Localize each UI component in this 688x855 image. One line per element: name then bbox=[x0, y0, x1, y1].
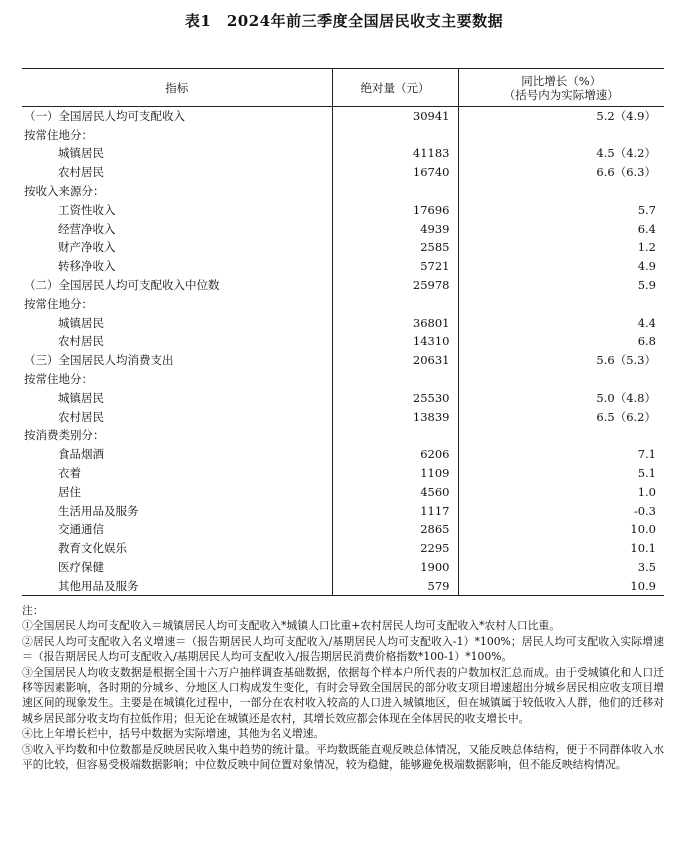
notes-section bbox=[22, 603, 664, 772]
row-indicator: 城镇居民 bbox=[22, 388, 332, 407]
row-indicator: 财产净收入 bbox=[22, 238, 332, 257]
row-absolute-value: 2585 bbox=[332, 238, 458, 257]
table-row bbox=[22, 200, 664, 219]
row-absolute-value: 17696 bbox=[332, 200, 458, 219]
row-growth-rate: 4.9 bbox=[637, 259, 656, 274]
row-indicator: 按消费类别分： bbox=[22, 426, 332, 445]
row-growth-rate: 5.9 bbox=[637, 278, 656, 293]
table-row bbox=[22, 182, 664, 201]
row-indicator: 城镇居民 bbox=[22, 144, 332, 163]
row-indicator: 生活用品及服务 bbox=[22, 501, 332, 520]
row-growth-rate: 3.5 bbox=[637, 560, 656, 575]
row-growth-rate bbox=[458, 294, 664, 313]
table-row bbox=[22, 144, 664, 163]
row-indicator: 其他用品及服务 bbox=[22, 576, 332, 595]
row-growth-rate: 5.1 bbox=[637, 466, 656, 481]
row-absolute-value: 25978 bbox=[332, 276, 458, 295]
table-row bbox=[22, 332, 664, 351]
row-growth-rate: 6.4 bbox=[637, 221, 656, 236]
table-row bbox=[22, 107, 664, 126]
income-expenditure-table bbox=[22, 68, 664, 596]
row-absolute-value: 2295 bbox=[332, 539, 458, 558]
row-indicator: （三）全国居民人均消费支出 bbox=[22, 351, 332, 370]
row-indicator: 居住 bbox=[22, 482, 332, 501]
table-header-row bbox=[22, 69, 664, 107]
table-row bbox=[22, 294, 664, 313]
row-absolute-value bbox=[332, 426, 458, 445]
table-row bbox=[22, 520, 664, 539]
row-indicator: 按常住地分： bbox=[22, 370, 332, 389]
row-indicator: 转移净收入 bbox=[22, 257, 332, 276]
notes-label: 注： bbox=[22, 604, 44, 617]
row-absolute-value: 6206 bbox=[332, 445, 458, 464]
row-absolute-value: 2865 bbox=[332, 520, 458, 539]
row-indicator: 交通通信 bbox=[22, 520, 332, 539]
row-absolute-value bbox=[332, 294, 458, 313]
table-row bbox=[22, 464, 664, 483]
row-indicator: 农村居民 bbox=[22, 163, 332, 182]
row-indicator: 医疗保健 bbox=[22, 558, 332, 577]
row-growth-rate: 6.6（6.3） bbox=[596, 165, 656, 180]
row-indicator: 工资性收入 bbox=[22, 200, 332, 219]
table-row bbox=[22, 276, 664, 295]
row-absolute-value: 4560 bbox=[332, 482, 458, 501]
row-growth-rate: 10.0 bbox=[630, 522, 656, 537]
row-indicator: （一）全国居民人均可支配收入 bbox=[22, 107, 332, 126]
row-absolute-value: 36801 bbox=[332, 313, 458, 332]
table-row bbox=[22, 257, 664, 276]
row-growth-rate: 1.2 bbox=[637, 240, 656, 255]
row-growth-rate: 4.5（4.2） bbox=[596, 146, 656, 161]
table-row bbox=[22, 219, 664, 238]
table-row bbox=[22, 238, 664, 257]
table-row bbox=[22, 426, 664, 445]
row-growth-rate: 5.6（5.3） bbox=[596, 353, 656, 368]
row-growth-rate: 5.0（4.8） bbox=[596, 390, 656, 405]
table-row bbox=[22, 558, 664, 577]
row-indicator: 城镇居民 bbox=[22, 313, 332, 332]
table-row bbox=[22, 539, 664, 558]
row-absolute-value: 14310 bbox=[332, 332, 458, 351]
row-absolute-value: 13839 bbox=[332, 407, 458, 426]
row-growth-rate: 6.5（6.2） bbox=[596, 409, 656, 424]
table-row bbox=[22, 351, 664, 370]
row-growth-rate: 5.2（4.9） bbox=[596, 109, 656, 124]
row-growth-rate bbox=[458, 426, 664, 445]
row-indicator: 食品烟酒 bbox=[22, 445, 332, 464]
row-absolute-value: 20631 bbox=[332, 351, 458, 370]
row-indicator: 衣着 bbox=[22, 464, 332, 483]
row-growth-rate bbox=[458, 370, 664, 389]
row-absolute-value: 30941 bbox=[332, 107, 458, 126]
note-item: ②居民人均可支配收入名义增速＝（报告期居民人均可支配收入/基期居民人均可支配收入-1）*100%；居民人均可支配收入实际增速＝（报告期居民人均可支配收入/基期居民人均可支配收入/报告期居民消费价格指数*100-1）*100%。 bbox=[22, 634, 664, 664]
table-row bbox=[22, 125, 664, 144]
row-absolute-value: 1117 bbox=[332, 501, 458, 520]
table-row bbox=[22, 370, 664, 389]
row-indicator: 按常住地分： bbox=[22, 125, 332, 144]
table-row bbox=[22, 576, 664, 595]
table-row bbox=[22, 445, 664, 464]
row-absolute-value bbox=[332, 182, 458, 201]
row-indicator: （二）全国居民人均可支配收入中位数 bbox=[22, 276, 332, 295]
row-growth-rate: 10.9 bbox=[458, 576, 664, 595]
note-item: ⑤收入平均数和中位数都是反映居民收入集中趋势的统计量。平均数既能直观反映总体情况，又能反映总体结构，便于不同群体收入水平的比较，但容易受极端数据影响；中位数反映中间位置对象情况，较为稳健，能够避免极端数据影响，但不能反映结构情况。 bbox=[22, 742, 664, 772]
row-absolute-value: 1109 bbox=[332, 464, 458, 483]
row-growth-rate: 5.7 bbox=[637, 202, 656, 217]
row-absolute-value: 16740 bbox=[332, 163, 458, 182]
table-title: 表1 2024年前三季度全国居民收支主要数据 bbox=[184, 12, 504, 30]
row-indicator: 农村居民 bbox=[22, 332, 332, 351]
row-absolute-value bbox=[332, 125, 458, 144]
row-growth-rate: 4.4 bbox=[637, 315, 656, 330]
row-absolute-value: 579 bbox=[332, 576, 458, 595]
table-body bbox=[22, 107, 664, 596]
table-row bbox=[22, 407, 664, 426]
row-absolute-value: 4939 bbox=[332, 219, 458, 238]
header-growth bbox=[458, 69, 664, 107]
row-absolute-value: 5721 bbox=[332, 257, 458, 276]
table-row bbox=[22, 388, 664, 407]
table-row bbox=[22, 482, 664, 501]
row-indicator: 经营净收入 bbox=[22, 219, 332, 238]
header-growth-line2: （括号内为实际增速） bbox=[503, 87, 619, 102]
note-item: ①全国居民人均可支配收入＝城镇居民人均可支配收入*城镇人口比重+农村居民人均可支配收入*农村人口比重。 bbox=[22, 619, 561, 633]
table-row bbox=[22, 163, 664, 182]
row-growth-rate bbox=[458, 125, 664, 144]
row-indicator: 按收入来源分： bbox=[22, 182, 332, 201]
note-item: ③全国居民人均收支数据是根据全国十六万户抽样调查基础数据，依据每个样本户所代表的户数加权汇总而成。由于受城镇化和人口迁移等因素影响，各时期的分城乡、分地区人口构成发生变化，有时会导致全国居民的部分收支项目增速超出分城乡居民相应收支项目增速区间的现象发生。主要是在城镇化过程中，一部分在农村收入较高的人口进入城镇地区，但在城镇属于较低收入人群，他们的迁移对城乡居民部分收支均有拉低作用；但无论在城镇还是农村，其增长效应都会体现在全体居民的收支增长中。 bbox=[22, 665, 664, 725]
row-absolute-value: 1900 bbox=[332, 558, 458, 577]
note-item: ④比上年增长栏中，括号中数据为实际增速，其他为名义增速。 bbox=[22, 727, 325, 741]
row-growth-rate: 10.1 bbox=[630, 541, 656, 556]
row-indicator: 农村居民 bbox=[22, 407, 332, 426]
header-absolute: 绝对量（元） bbox=[332, 69, 458, 107]
row-growth-rate bbox=[458, 182, 664, 201]
header-growth-line1: 同比增长（%） bbox=[521, 73, 602, 88]
row-growth-rate: 6.8 bbox=[637, 334, 656, 349]
table-row bbox=[22, 501, 664, 520]
row-absolute-value: 41183 bbox=[332, 144, 458, 163]
header-indicator: 指标 bbox=[22, 69, 332, 107]
row-growth-rate: 7.1 bbox=[637, 447, 656, 462]
row-growth-rate: -0.3 bbox=[633, 503, 656, 518]
row-growth-rate: 1.0 bbox=[637, 484, 656, 499]
row-indicator: 教育文化娱乐 bbox=[22, 539, 332, 558]
row-absolute-value bbox=[332, 370, 458, 389]
row-absolute-value: 25530 bbox=[332, 388, 458, 407]
row-indicator: 按常住地分： bbox=[22, 294, 332, 313]
table-row bbox=[22, 313, 664, 332]
